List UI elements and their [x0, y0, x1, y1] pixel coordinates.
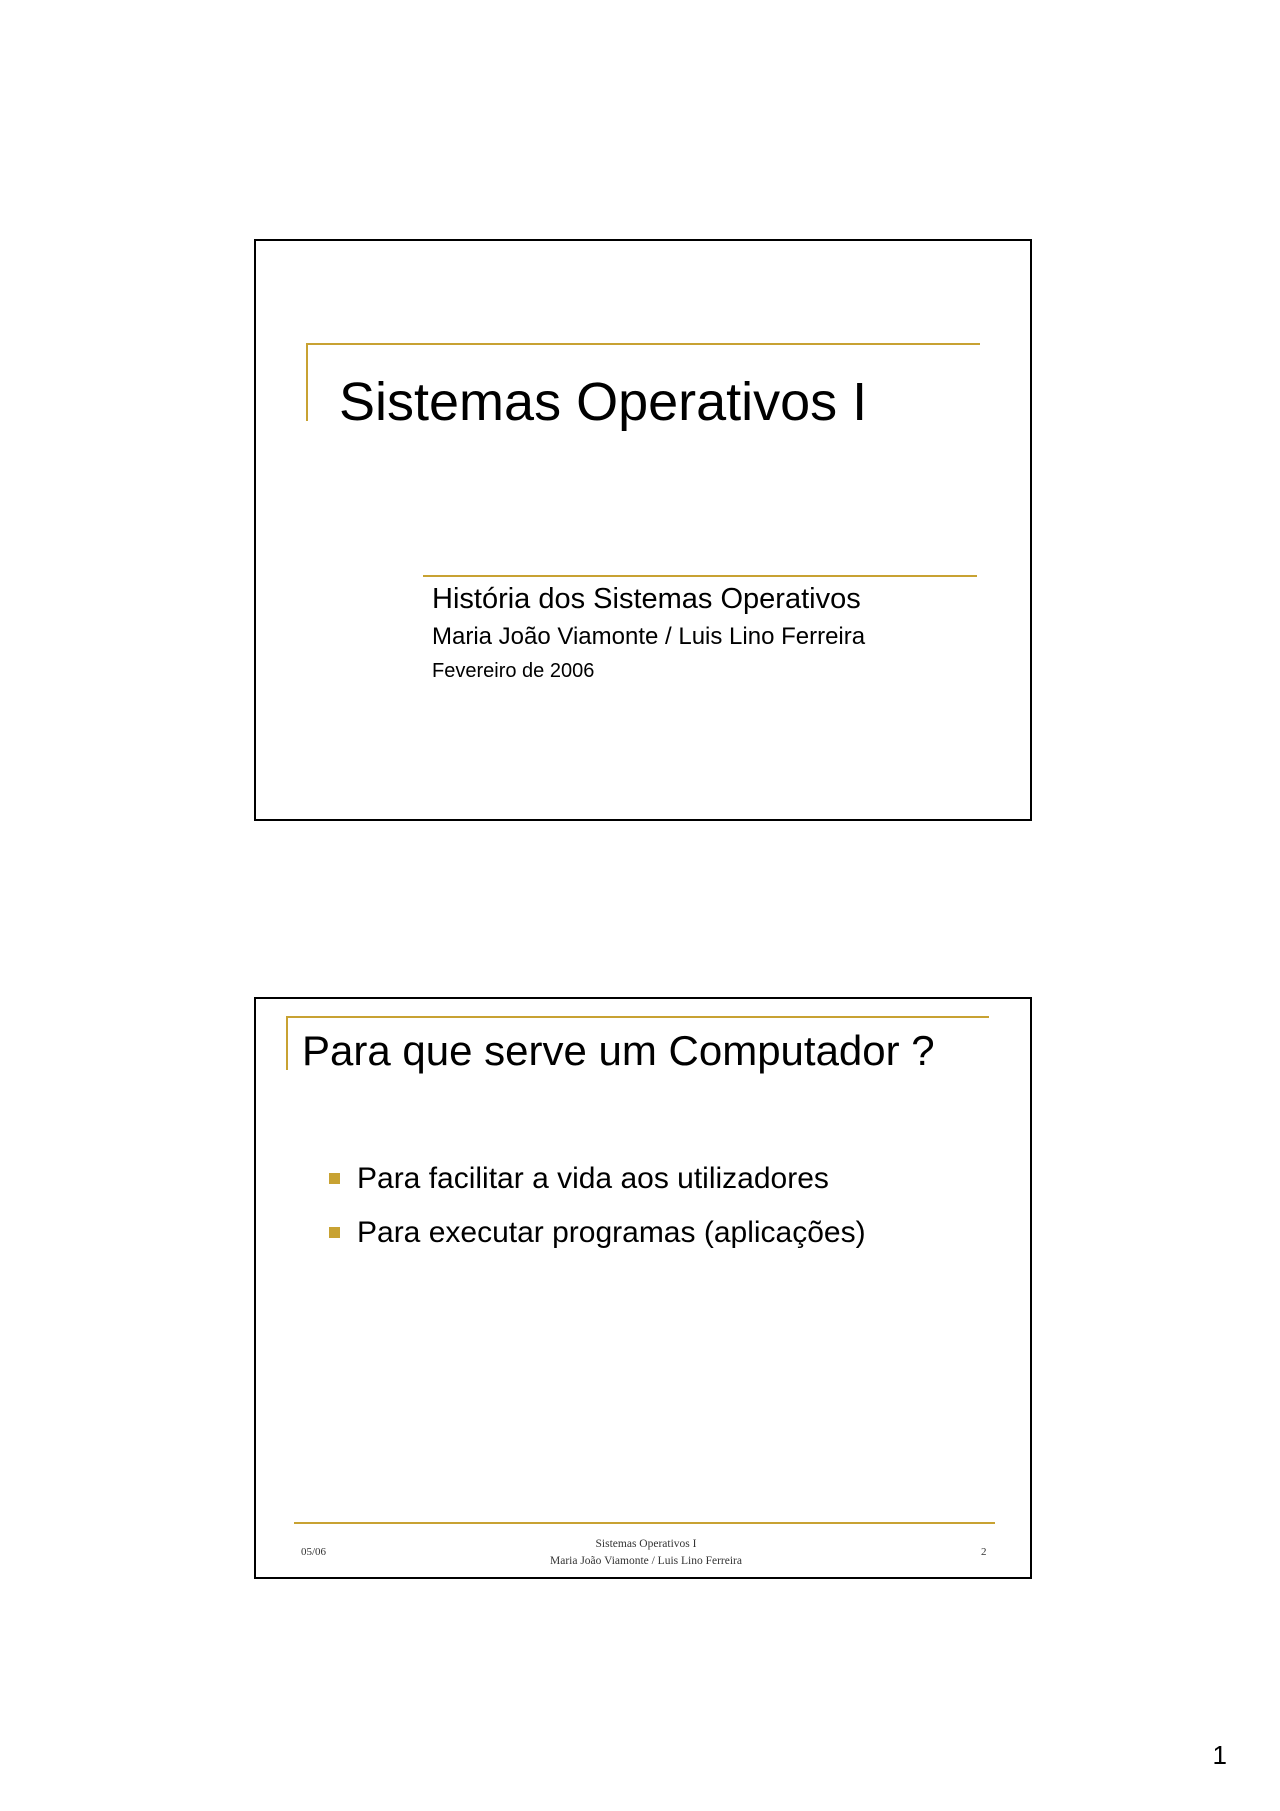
slide-1 [254, 239, 1032, 821]
title-rule-top [306, 343, 980, 345]
footer-course: Sistemas Operativos I [595, 1538, 697, 1550]
footer-center [476, 1536, 816, 1569]
subtitle-rule [423, 575, 977, 577]
square-bullet-icon [329, 1173, 340, 1184]
slide-authors: Maria João Viamonte / Luis Lino Ferreira [432, 623, 866, 650]
page-number: 1 [1212, 1740, 1227, 1770]
bullet-text: Para facilitar a vida aos utilizadores [357, 1162, 829, 1195]
slide-2 [254, 997, 1032, 1579]
square-bullet-icon [329, 1227, 340, 1238]
list-item [329, 1218, 866, 1248]
footer-date: 05/06 [301, 1546, 327, 1558]
bullet-list [329, 1164, 866, 1272]
slide-date: Fevereiro de 2006 [432, 660, 595, 682]
title-rule-left [306, 343, 308, 421]
slide-subtitle: História dos Sistemas Operativos [432, 583, 861, 615]
list-item [329, 1164, 866, 1194]
slide-title: Sistemas Operativos I [339, 372, 868, 432]
slide-title: Para que serve um Computador ? [302, 1027, 935, 1074]
title-rule-left [286, 1016, 288, 1070]
footer-authors: Maria João Viamonte / Luis Lino Ferreira [550, 1554, 742, 1567]
footer-rule [294, 1522, 995, 1524]
bullet-text: Para executar programas (aplicações) [357, 1216, 866, 1249]
title-rule-top [286, 1016, 989, 1018]
footer-slide-number: 2 [981, 1546, 987, 1558]
